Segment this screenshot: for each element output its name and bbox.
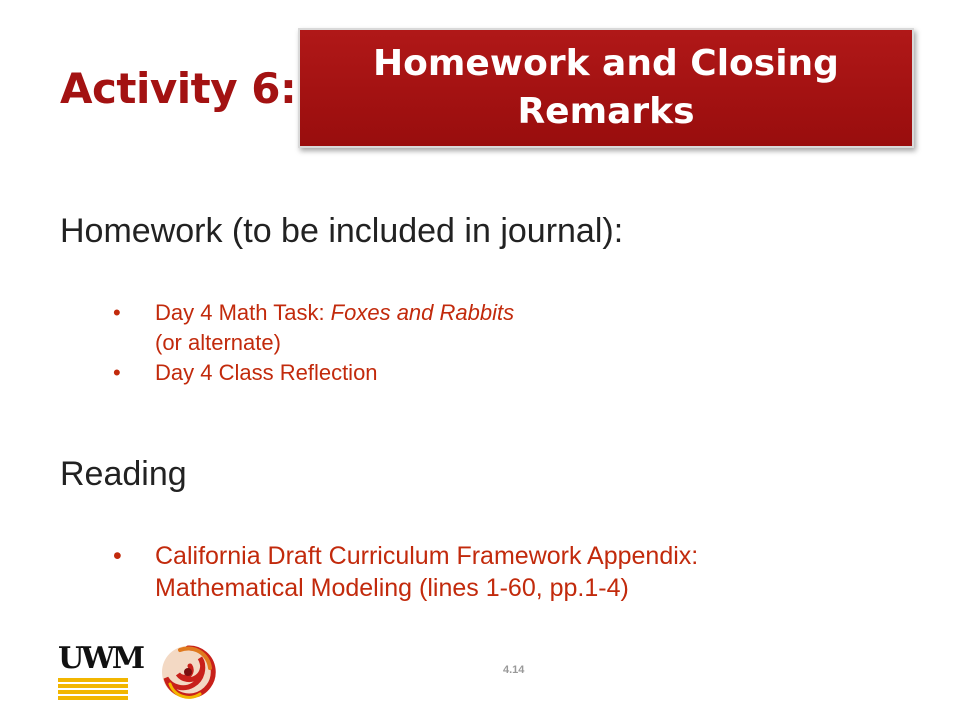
swirl-logo-icon — [160, 644, 216, 700]
bullet: • — [113, 360, 121, 385]
title-banner — [298, 28, 914, 148]
homework-list — [0, 298, 514, 388]
bullet: • — [113, 542, 122, 570]
item-line2: Mathematical Modeling (lines 1-60, pp.1-4) — [155, 574, 629, 602]
uwm-logo-stripes — [58, 678, 128, 700]
banner-title-line1: Homework and Closing — [373, 43, 839, 84]
item-prefix: Day 4 Math Task: — [155, 300, 331, 325]
page-number: 4.14 — [503, 664, 525, 676]
uwm-logo-text: UWM — [58, 641, 143, 676]
reading-list — [0, 540, 698, 604]
homework-heading: Homework (to be included in journal): — [60, 212, 624, 250]
bullet: • — [113, 300, 121, 325]
reading-item-framework — [0, 540, 698, 604]
homework-item-reflection — [0, 358, 514, 388]
banner-title-line2: Remarks — [517, 91, 695, 132]
activity-label: Activity 6: — [60, 64, 297, 113]
item-text: Day 4 Class Reflection — [155, 360, 378, 385]
item-line2: (or alternate) — [155, 330, 281, 355]
item-line1: California Draft Curriculum Framework Appendix: — [155, 542, 699, 570]
uwm-logo — [58, 641, 143, 704]
item-emphasis: Foxes and Rabbits — [330, 300, 515, 325]
homework-item-math-task — [0, 298, 514, 358]
reading-heading: Reading — [60, 455, 187, 493]
